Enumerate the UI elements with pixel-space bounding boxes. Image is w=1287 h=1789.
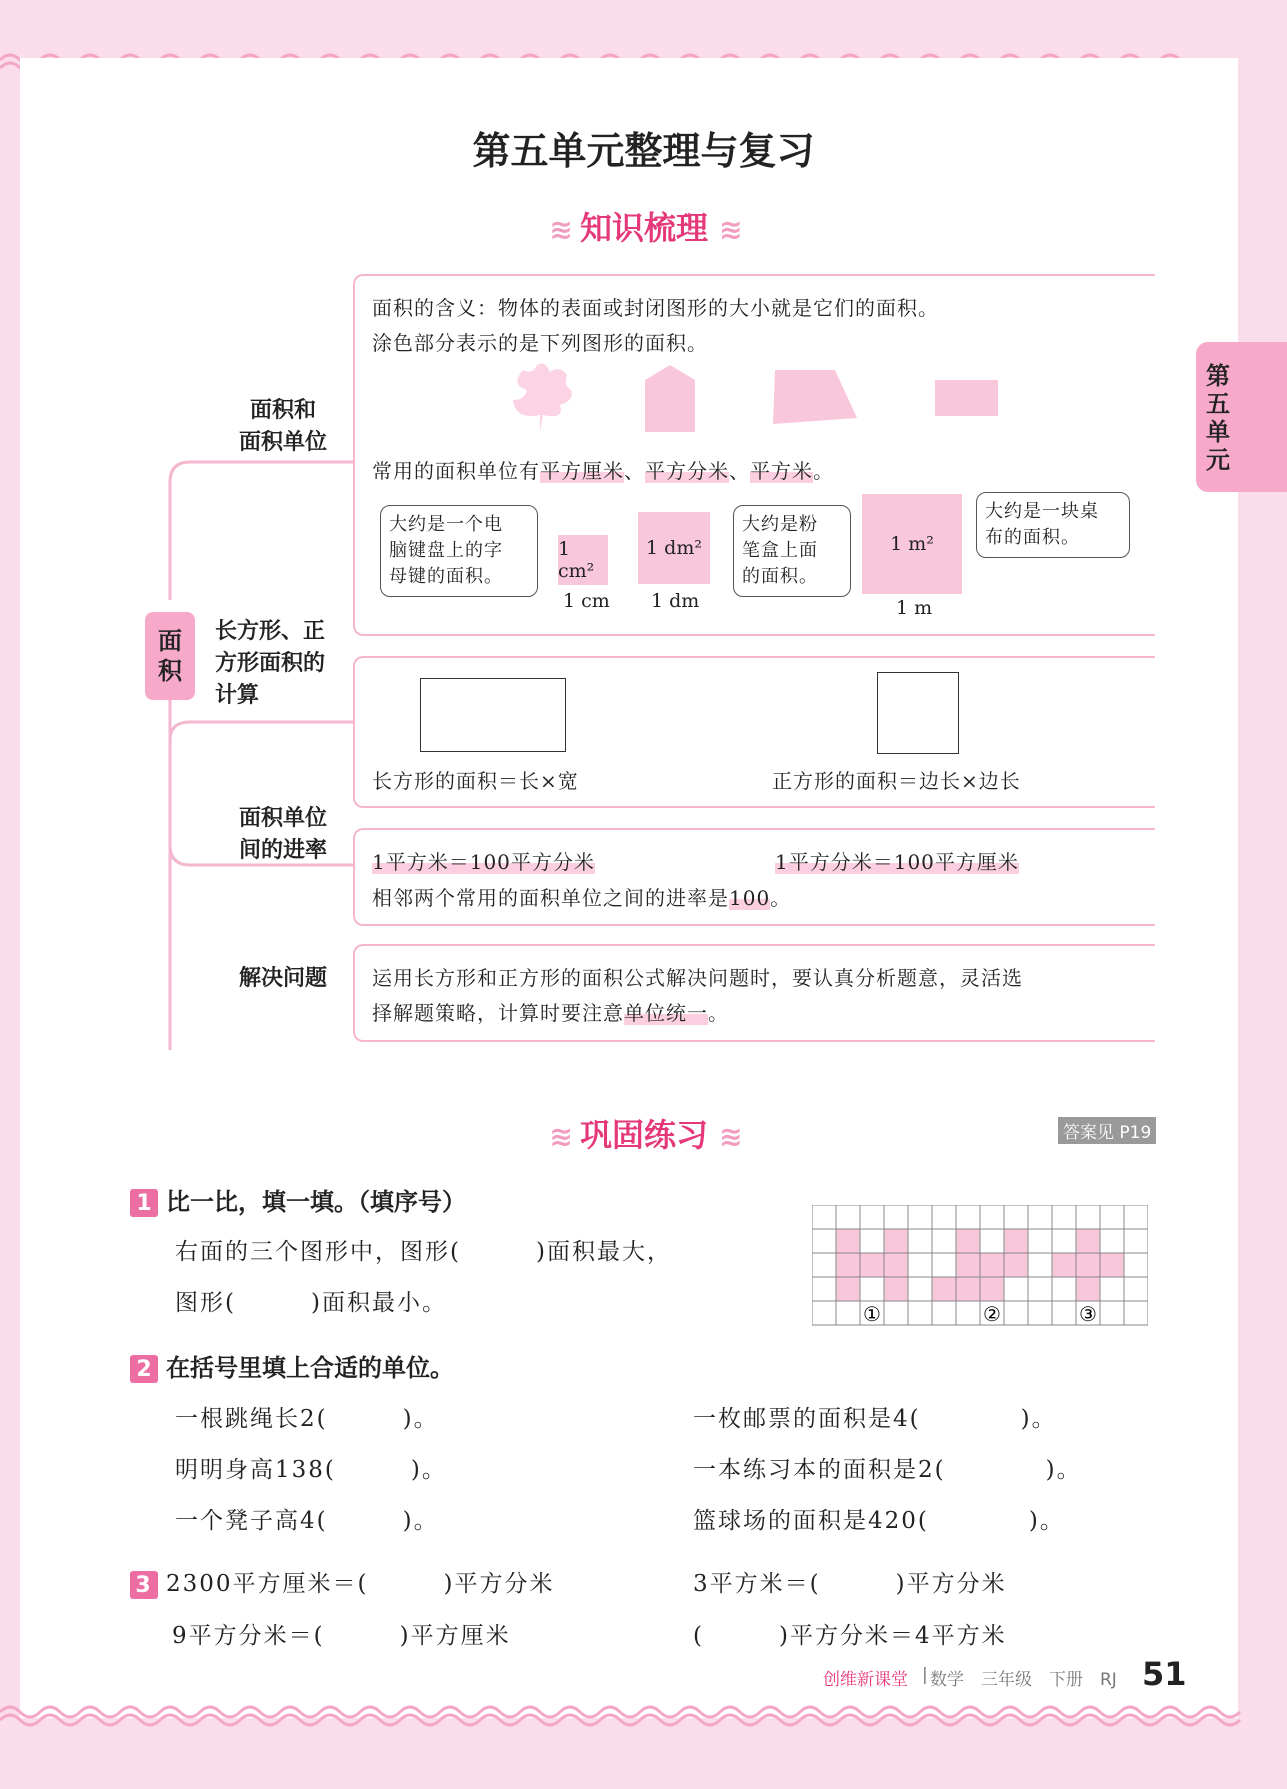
square-1m2-label: 1 m² <box>890 533 934 555</box>
q2-left-1: 一根跳绳长2( )。 <box>175 1406 439 1432</box>
adjacent-rate-line <box>372 882 791 911</box>
shape-3-label: ③ <box>1079 1302 1097 1326</box>
q2-left-2: 明明身高138( )。 <box>175 1457 447 1483</box>
label-1dm: 1 dm <box>651 590 700 612</box>
shape-2-label: ② <box>983 1302 1001 1326</box>
rectangle-shape <box>935 380 998 416</box>
section-title-practice-text: 巩固练习 <box>579 1116 708 1154</box>
question-2-number: 2 <box>130 1355 158 1383</box>
bubble-dm2-note: 大约是粉 笔盒上面 的面积。 <box>733 505 851 597</box>
q2-right-1: 一枚邮票的面积是4( )。 <box>693 1406 1057 1432</box>
shape-3 <box>1052 1229 1124 1301</box>
area-definition: 面积的含义：物体的表面或封闭图形的大小就是它们的面积。 <box>372 296 939 320</box>
adjacent-rate-text: 相邻两个常用的面积单位之间的进率是 <box>372 886 729 910</box>
unit-side-tab-label: 第五单元 <box>1206 362 1230 474</box>
sep: 、 <box>624 459 645 483</box>
adjacent-rate-number: 100 <box>729 886 771 910</box>
rate-dm2-cm2-text: 1平方分米＝100平方厘米 <box>775 850 1019 874</box>
question-1-line1: 右面的三个图形中，图形( )面积最大， <box>175 1239 672 1265</box>
problem-solving-line2 <box>372 997 729 1026</box>
rectangle-figure <box>420 678 566 752</box>
question-1-title-text: 比一比，填一填。（填序号） <box>166 1188 466 1216</box>
branch-area-calculation: 长方形、正 方形面积的 计算 <box>215 619 326 708</box>
unit-cm2: 平方厘米 <box>540 459 624 483</box>
square-1dm2-label: 1 dm² <box>646 537 702 559</box>
wave-deco-icon: ≋ <box>549 1120 569 1153</box>
bubble-m2-note: 大约是一块桌 布的面积。 <box>976 492 1130 558</box>
common-units-prefix: 常用的面积单位有 <box>372 459 540 483</box>
wave-deco-icon: ≋ <box>719 1120 739 1153</box>
unit-m2: 平方米 <box>750 459 813 483</box>
q3-item-1-text: 2300平方厘米＝( )平方分米 <box>166 1571 555 1597</box>
question-1-line2: 图形( )面积最小。 <box>175 1290 447 1316</box>
question-3-number: 3 <box>130 1571 158 1599</box>
rate-m2-dm2 <box>372 846 595 875</box>
rate-m2-dm2-text: 1平方米＝100平方分米 <box>372 850 595 874</box>
square-1dm2 <box>638 512 710 584</box>
question-1-title <box>130 1182 466 1217</box>
square-1cm2 <box>558 535 608 585</box>
problem-solving-end: 。 <box>708 1001 729 1025</box>
footer-divider: | <box>922 1665 928 1685</box>
unit-dm2: 平方分米 <box>645 459 729 483</box>
shape-1-label: ① <box>863 1302 881 1326</box>
section-title-practice <box>444 1110 844 1156</box>
sep: 、 <box>729 459 750 483</box>
label-1cm: 1 cm <box>563 590 610 612</box>
section-title-knowledge <box>444 203 844 249</box>
bottom-wave-border <box>0 1700 1287 1740</box>
q3-item-2: 3平方米＝( )平方分米 <box>693 1571 1007 1597</box>
section-title-knowledge-text: 知识梳理 <box>579 209 708 247</box>
square-1cm2-label: 1 cm² <box>558 538 595 582</box>
mindmap-root <box>145 612 195 700</box>
unit-unify-highlight: 单位统一 <box>624 1001 708 1025</box>
question-1-number: 1 <box>130 1189 158 1217</box>
bubble-cm2-note: 大约是一个电 脑键盘上的字 母键的面积。 <box>380 505 538 597</box>
shaded-area-note: 涂色部分表示的是下列图形的面积。 <box>372 331 708 355</box>
common-units-line <box>372 455 834 484</box>
q3-item-3: 9平方分米＝( )平方厘米 <box>172 1623 511 1649</box>
shaded-shapes <box>505 360 1025 435</box>
box-problem-solving <box>353 944 1155 1042</box>
page-title: 第五单元整理与复习 <box>472 129 815 173</box>
wave-deco-icon: ≋ <box>549 213 569 246</box>
q2-left-3: 一个凳子高4( )。 <box>175 1508 439 1534</box>
common-units-end: 。 <box>813 459 834 483</box>
footer-brand: 创维新课堂 <box>823 1670 908 1690</box>
question-2-title <box>130 1348 454 1383</box>
box-unit-rates <box>353 828 1155 926</box>
leaf-shape <box>513 364 572 432</box>
q2-right-2: 一本练习本的面积是2( )。 <box>693 1457 1082 1483</box>
q2-right-3: 篮球场的面积是420( )。 <box>693 1508 1065 1534</box>
quadrilateral-shape <box>773 370 857 424</box>
question-2-title-text: 在括号里填上合适的单位。 <box>166 1354 454 1382</box>
label-1m: 1 m <box>896 597 933 619</box>
square-formula: 正方形的面积＝边长×边长 <box>772 769 1021 793</box>
shape-1 <box>836 1229 908 1301</box>
wave-deco-icon: ≋ <box>719 213 739 246</box>
square-1m2 <box>862 494 962 594</box>
answer-reference-tag: 答案见 P19 <box>1058 1117 1156 1144</box>
branch-problem-solving: 解决问题 <box>238 966 327 991</box>
footer-info: 数学 三年级 下册 RJ <box>930 1670 1117 1690</box>
problem-solving-prefix: 择解题策略，计算时要注意 <box>372 1001 624 1025</box>
rectangle-formula: 长方形的面积＝长×宽 <box>372 769 579 793</box>
q3-item-4: ( )平方分米＝4平方米 <box>693 1623 1007 1649</box>
shape-grid <box>812 1205 1148 1327</box>
problem-solving-line1: 运用长方形和正方形的面积公式解决问题时，要认真分析题意，灵活选 <box>372 966 1023 990</box>
q3-item-1 <box>130 1565 554 1599</box>
branch-unit-rates: 面积单位 间的进率 <box>238 806 327 863</box>
adjacent-rate-end: 。 <box>770 886 792 910</box>
square-figure <box>877 672 959 754</box>
mindmap-root-label: 面积 <box>158 627 182 685</box>
branch-area-units: 面积和 面积单位 <box>238 398 327 455</box>
pentagon-shape <box>645 365 695 432</box>
page-number: 51 <box>1142 1655 1187 1693</box>
rate-dm2-cm2 <box>775 846 1019 875</box>
